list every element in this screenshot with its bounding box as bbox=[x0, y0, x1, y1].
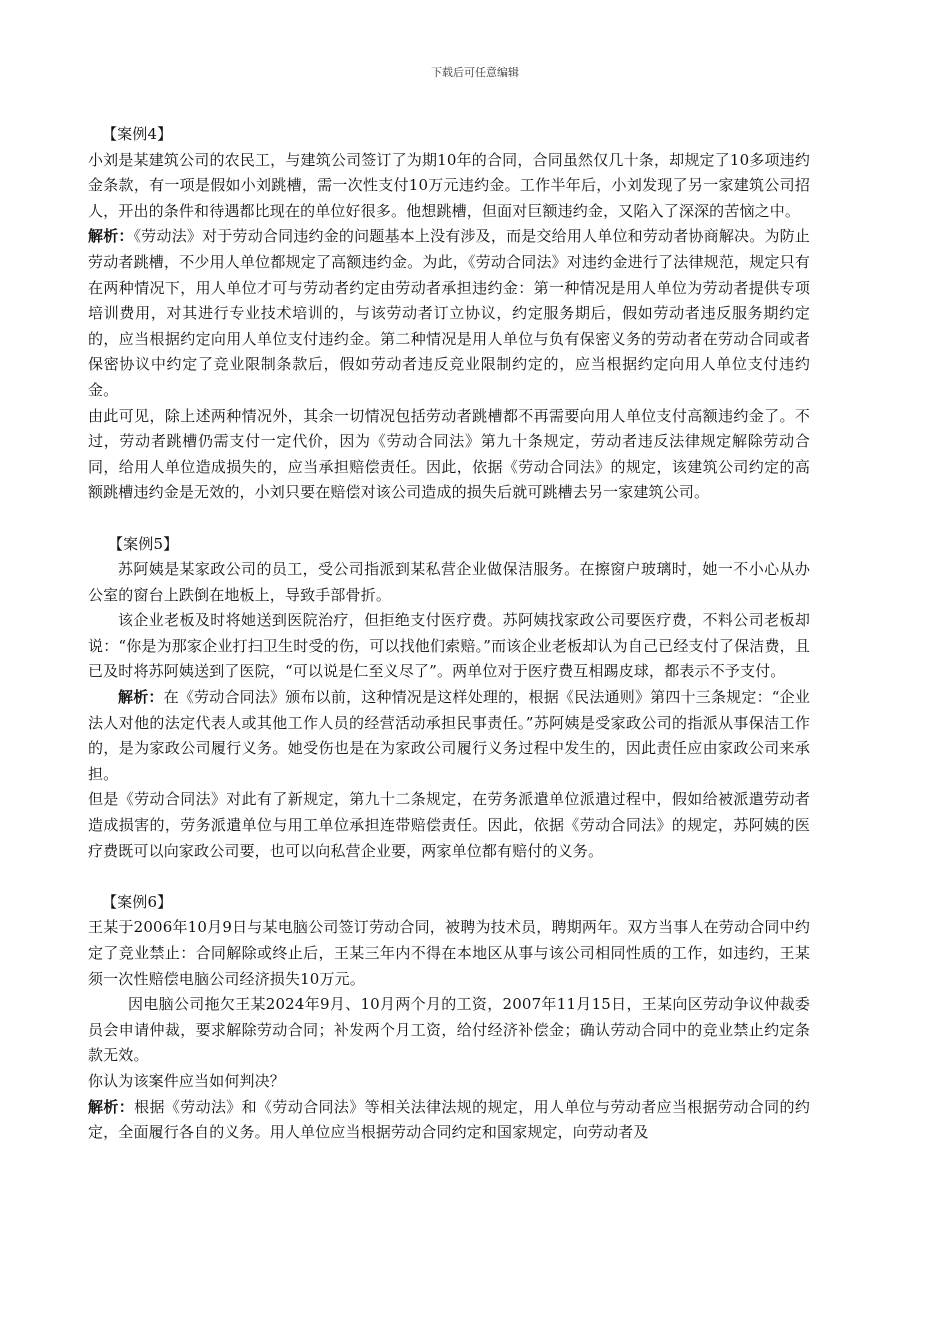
page-header: 下载后可任意编辑 bbox=[431, 66, 519, 79]
document-body bbox=[88, 122, 810, 1146]
case5-analysis-text: 在《劳动合同法》颁布以前，这种情况是这样处理的，根据《民法通则》第四十三条规定：“企业法人对他的法定代表人或其他工作人员的经营活动承担民事责任。”苏阿姨是受家政公司的指派从事保洁工作的，是为家政公司履行义务。她受伤也是在为家政公司履行义务过程中发生的，因此责任应由家政公司来承担。 bbox=[88, 688, 811, 783]
case4-conclusion: 由此可见，除上述两种情况外，其余一切情况包括劳动者跳槽都不再需要向用人单位支付高额违约金了。不过，劳动者跳槽仍需支付一定代价，因为《劳动合同法》第九十条规定，劳动者违反法律规定解除劳动合同，给用人单位造成损失的，应当承担赔偿责任。因此，依据《劳动合同法》的规定，该建筑公司约定的高额跳槽违约金是无效的，小刘只要在赔偿对该公司造成的损失后就可跳槽去另一家建筑公司。 bbox=[88, 406, 810, 502]
case4-story: 小刘是某建筑公司的农民工，与建筑公司签订了为期10年的合同，合同虽然仅几十条，却规定了10多项违约金条款，有一项是假如小刘跳槽，需一次性支付10万元违约金。工作半年后，小刘发现了另一家建筑公司招人，开出的条件和待遇都比现在的单位好很多。他想跳槽，但面对巨额违约金，又陷入了深深的苦恼之中。 bbox=[88, 150, 810, 220]
case4-title: 【案例4】 bbox=[102, 125, 173, 143]
case6-title: 【案例6】 bbox=[102, 892, 173, 911]
case6-analysis-label: 解析： bbox=[88, 1097, 135, 1116]
case5-story-2: 该企业老板及时将她送到医院治疗，但拒绝支付医疗费。苏阿姨找家政公司要医疗费，不料公司老板却说：“你是为那家企业打扫卫生时受的伤，可以找他们索赔。”而该企业老板却认为自己已经支付了保洁费，且已及时将苏阿姨送到了医院，“可以说是仁至义尽了”。两单位对于医疗费互相踢皮球，都表示不予支付。 bbox=[88, 611, 810, 681]
case6-story-1: 王某于2006年10月9日与某电脑公司签订劳动合同，被聘为技术员，聘期两年。双方当事人在劳动合同中约定了竞业禁止：合同解除或终止后，王某三年内不得在本地区从事与该公司相同性质的工作，如违约，王某须一次性赔偿电脑公司经济损失10万元。 bbox=[88, 918, 810, 988]
case6-story-2: 因电脑公司拖欠王某2024年9月、10月两个月的工资，2007年11月15日，王某向区劳动争议仲裁委员会申请仲裁，要求解除劳动合同；补发两个月工资，给付经济补偿金；确认劳动合同中的竞业禁止约定条款无效。 bbox=[88, 995, 810, 1065]
case6-question: 你认为该案件应当如何判决？ bbox=[88, 1071, 285, 1090]
case6-analysis-text: 根据《劳动法》和《劳动合同法》等相关法律法规的规定，用人单位与劳动者应当根据劳动合同的约定，全面履行各自的义务。用人单位应当根据劳动合同约定和国家规定，向劳动者及 bbox=[88, 1097, 811, 1142]
case4-analysis bbox=[88, 224, 810, 403]
case6-analysis bbox=[88, 1095, 810, 1146]
case5-analysis bbox=[88, 685, 810, 787]
case5-story-1: 苏阿姨是某家政公司的员工，受公司指派到某私营企业做保洁服务。在擦窗户玻璃时，她一不小心从办公室的窗台上跌倒在地板上，导致手部骨折。 bbox=[88, 560, 810, 604]
case5-analysis-label: 解析： bbox=[118, 688, 164, 707]
case5-conclusion: 但是《劳动合同法》对此有了新规定，第九十二条规定，在劳务派遣单位派遣过程中，假如给被派遣劳动者造成损害的，劳务派遣单位与用工单位承担连带赔偿责任。因此，依据《劳动合同法》的规定，苏阿姨的医疗费既可以向家政公司要，也可以向私营企业要，两家单位都有赔付的义务。 bbox=[88, 790, 810, 860]
case5-title: 【案例5】 bbox=[108, 534, 179, 553]
case4-analysis-label: 解析： bbox=[88, 227, 134, 246]
case4-analysis-text: 《劳动法》对于劳动合同违约金的问题基本上没有涉及，而是交给用人单位和劳动者协商解决。为防止劳动者跳槽，不少用人单位都规定了高额违约金。为此，《劳动合同法》对违约金进行了法律规范，规定只有在两种情况下，用人单位才可与劳动者约定由劳动者承担违约金：第一种情况是用人单位为劳动者提供专项培训费用，对其进行专业技术培训的，与该劳动者订立协议，约定服务期后，假如劳动者违反服务期约定的，应当根据约定向用人单位支付违约金。第二种情况是用人单位与负有保密义务的劳动者在劳动合同或者保密协议中约定了竞业限制条款后，假如劳动者违反竞业限制约定的，应当根据约定向用人单位支付违约金。 bbox=[88, 227, 810, 399]
